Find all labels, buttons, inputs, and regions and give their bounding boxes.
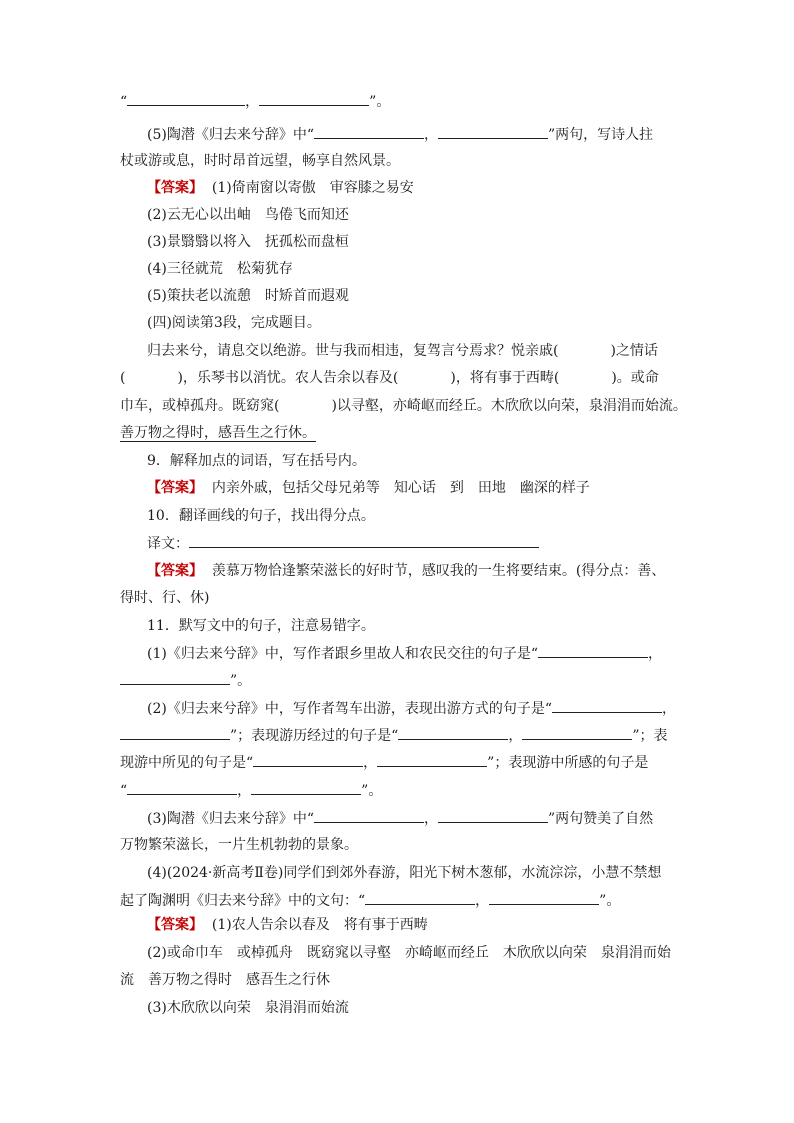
fill-blank xyxy=(489,890,599,905)
fill-blank xyxy=(253,752,363,767)
fill-blank xyxy=(377,752,487,767)
fill-blank xyxy=(259,91,369,106)
text: ”；表现游历经过的句子是“ xyxy=(230,728,399,744)
text: )以寻壑，亦崎岖而经丘。木欣欣以向荣，泉涓涓而始流。 xyxy=(331,398,687,414)
text: 现游中所见的句子是“ xyxy=(120,755,254,771)
question-11-1-line1 xyxy=(147,643,662,664)
answer-1-line5: (5)策扶老以流憩 时矫首而遐观 xyxy=(147,288,349,304)
answer-11-line3: 流 善万物之得时 感吾生之行休 xyxy=(120,972,330,988)
text: ( xyxy=(120,370,126,386)
text: 内亲外戚，包括父母兄弟等 知心话 到 田地 幽深的样子 xyxy=(211,480,590,496)
question-11: 11．默写文中的句子，注意易错字。 xyxy=(147,618,375,634)
answer-10-line1 xyxy=(147,561,665,581)
fill-blank xyxy=(438,808,548,823)
text: ”；表 xyxy=(632,728,668,744)
question-11-3-line2: 万物繁荣滋长，一片生机勃勃的景象。 xyxy=(120,837,358,853)
fill-blank xyxy=(314,808,424,823)
fill-blank xyxy=(552,698,662,713)
text: ， xyxy=(508,728,523,744)
text: )之情话 xyxy=(610,343,658,359)
fill-blank xyxy=(189,533,539,548)
fill-blank xyxy=(251,780,361,795)
text: “ xyxy=(120,94,128,110)
text: ”。 xyxy=(230,673,252,689)
passage-line2 xyxy=(120,368,659,388)
text: 译文： xyxy=(147,536,189,552)
fill-blank xyxy=(538,643,648,658)
fill-blank xyxy=(120,670,230,685)
passage-line1 xyxy=(147,341,658,361)
section-heading: (四)阅读第3段，完成题目。 xyxy=(147,315,321,331)
answer-11-line1 xyxy=(147,915,428,935)
question-11-4-line2 xyxy=(120,890,620,911)
underlined-sentence: 善万物之得时，感吾生之行休。 xyxy=(120,425,316,441)
answer-9 xyxy=(147,478,590,498)
text: (1)倚南窗以寄傲 审容膝之易安 xyxy=(211,180,414,196)
answer-1-line3: (3)景翳翳以将入 抚孤松而盘桓 xyxy=(147,234,349,250)
question-9: 9．解释加点的词语，写在括号内。 xyxy=(147,453,366,469)
answer-label: 【答案】 xyxy=(147,180,203,196)
text: )。或命 xyxy=(611,370,659,386)
answer-1-line2: (2)云无心以出岫 鸟倦飞而知还 xyxy=(147,207,349,223)
answer-11-line2: (2)或命巾车 或棹孤舟 既窈窕以寻壑 亦崎岖而经丘 木欣欣以向荣 泉涓涓而始 xyxy=(147,945,671,961)
question-5-line1 xyxy=(147,124,653,145)
text: ， xyxy=(237,783,252,799)
fill-blank xyxy=(438,124,548,139)
question-5-line2: 杖或游或息，时时昂首远望，畅享自然风景。 xyxy=(120,153,400,169)
translation-line xyxy=(147,533,539,554)
text: ， xyxy=(662,701,676,717)
question-11-2-line3 xyxy=(120,752,648,773)
fill-blank xyxy=(127,91,245,106)
text: ”两句，写诗人拄 xyxy=(548,127,654,143)
text: )，乐琴书以消忧。农人告余以春及( xyxy=(177,370,399,386)
question-11-2-line1 xyxy=(147,698,676,719)
text: (1)农人告余以春及 将有事于西畴 xyxy=(211,917,428,933)
text: ”。 xyxy=(369,94,391,110)
text: (2)《归去来兮辞》中，写作者驾车出游，表现出游方式的句子是“ xyxy=(147,701,552,717)
text: )，将有事于西畴( xyxy=(450,370,560,386)
text: (1)《归去来兮辞》中，写作者跟乡里故人和农民交往的句子是“ xyxy=(147,646,538,662)
answer-1-line1 xyxy=(147,178,414,198)
text: ， xyxy=(363,755,378,771)
text: ， xyxy=(648,646,662,662)
text: 起了陶渊明《归去来兮辞》中的文句：“ xyxy=(120,893,366,909)
answer-label: 【答案】 xyxy=(147,563,203,579)
text: ”两句赞美了自然 xyxy=(548,811,654,827)
fill-blank xyxy=(127,780,237,795)
text: ”。 xyxy=(599,893,621,909)
text: (3)陶潜《归去来兮辞》中“ xyxy=(147,811,314,827)
answer-11-line4: (3)木欣欣以向荣 泉涓涓而始流 xyxy=(147,1000,349,1016)
answer-label: 【答案】 xyxy=(147,480,203,496)
question-11-4-line1: (4)(2024·新高考Ⅱ卷)同学们到郊外春游，阳光下树木葱郁，水流淙淙，小慧不禁想 xyxy=(147,865,662,881)
passage-line4-underlined xyxy=(120,423,316,443)
text: ”。 xyxy=(361,783,383,799)
text: 巾车，或棹孤舟。既窈窕( xyxy=(120,398,280,414)
text: ， xyxy=(424,127,438,143)
question-11-1-line2 xyxy=(120,670,251,691)
text: (5)陶潜《归去来兮辞》中“ xyxy=(147,127,314,143)
answer-label: 【答案】 xyxy=(147,917,203,933)
question-11-2-line2 xyxy=(120,725,668,746)
text: ， xyxy=(475,893,490,909)
question-11-3-line1 xyxy=(147,808,653,829)
text: 归去来兮，请息交以绝游。世与我而相违，复驾言兮焉求？悦亲戚( xyxy=(147,343,559,359)
text: “ xyxy=(120,783,128,799)
text: ”；表现游中所感的句子是 xyxy=(487,755,649,771)
q-line-blank-top xyxy=(120,91,390,112)
text: ， xyxy=(245,94,260,110)
fill-blank xyxy=(120,725,230,740)
passage-line3 xyxy=(120,396,687,416)
question-10: 10．翻译画线的句子，找出得分点。 xyxy=(147,508,375,524)
text: ， xyxy=(424,811,438,827)
text: 羡慕万物恰逢繁荣滋长的好时节，感叹我的一生将要结束。(得分点：善、 xyxy=(211,563,666,579)
answer-10-line2: 得时、行、休) xyxy=(120,590,210,606)
fill-blank xyxy=(522,725,632,740)
fill-blank xyxy=(314,124,424,139)
fill-blank xyxy=(398,725,508,740)
question-11-2-line4 xyxy=(120,780,382,801)
fill-blank xyxy=(365,890,475,905)
answer-1-line4: (4)三径就荒 松菊犹存 xyxy=(147,261,293,277)
